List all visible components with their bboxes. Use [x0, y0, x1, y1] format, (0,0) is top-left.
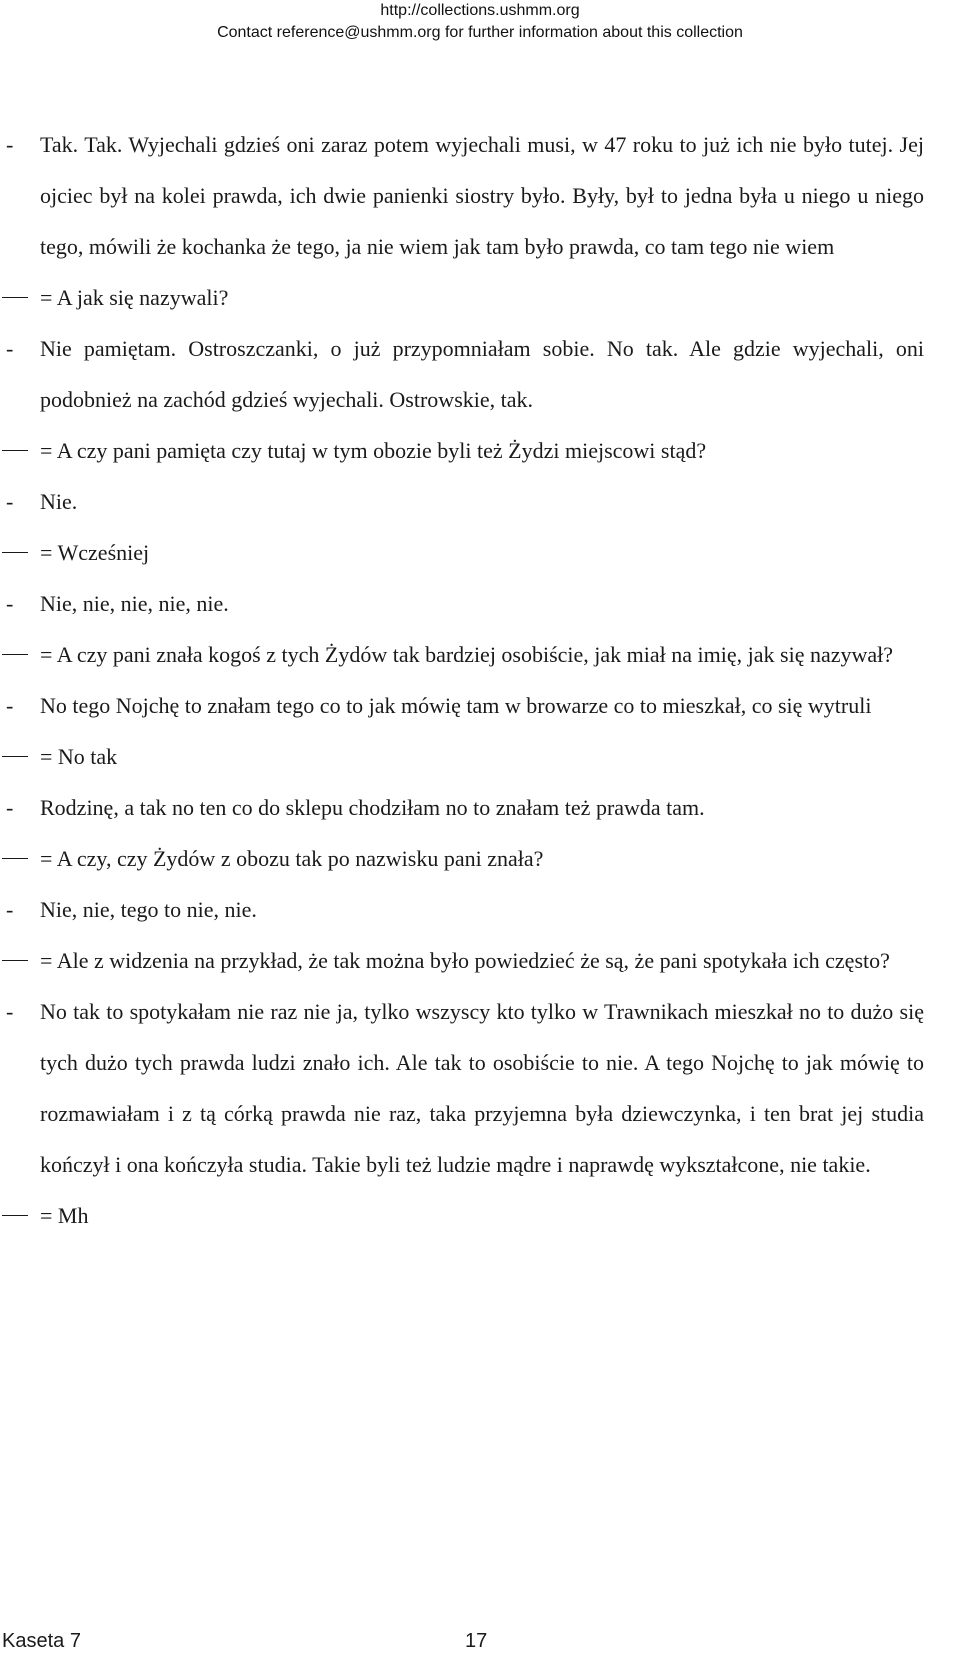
footer-tape-label: Kaseta 7: [2, 1630, 81, 1652]
transcript-paragraph: [0, 119, 960, 272]
paragraph-text: = A czy pani znała kogoś z tych Żydów tak bardziej osobiście, jak miał na imię, jak się nazywał?: [40, 642, 894, 667]
transcript-paragraph: [0, 527, 960, 578]
speaker-marker: -: [6, 489, 14, 514]
transcript-paragraph: [0, 272, 960, 323]
paragraph-text: = A czy pani pamięta czy tutaj w tym obozie byli też Żydzi miejscowi stąd?: [40, 438, 707, 463]
speaker-marker: -: [6, 897, 14, 922]
transcript-paragraph: [0, 476, 960, 527]
page-header: [0, 0, 960, 44]
transcript-paragraph: [0, 884, 960, 935]
paragraph-text: Nie, nie, nie, nie, nie.: [40, 591, 229, 616]
paragraph-text: Rodzinę, a tak no ten co do sklepu chodziłam no to znałam też prawda tam.: [40, 795, 705, 820]
transcript-body: [0, 119, 960, 1241]
transcript-paragraph: [0, 629, 960, 680]
transcript-paragraph: [0, 731, 960, 782]
transcript-paragraph: [0, 935, 960, 986]
speaker-marker: -: [6, 132, 14, 157]
paragraph-text: Nie, nie, tego to nie, nie.: [40, 897, 257, 922]
transcript-paragraph: [0, 986, 960, 1190]
header-contact: Contact reference@ushmm.org for further information about this collection: [217, 24, 743, 41]
transcript-paragraph: [0, 833, 960, 884]
paragraph-text: = Ale z widzenia na przykład, że tak można było powiedzieć że są, że pani spotykała ich często?: [40, 948, 890, 973]
header-url: http://collections.ushmm.org: [380, 2, 580, 19]
transcript-paragraph: [0, 1190, 960, 1241]
transcript-paragraph: [0, 680, 960, 731]
transcript-paragraph: [0, 578, 960, 629]
paragraph-text: Nie.: [40, 489, 78, 514]
paragraph-text: = Wcześniej: [40, 540, 150, 565]
page-footer: [0, 1630, 960, 1657]
paragraph-text: Tak. Tak. Wyjechali gdzieś oni zaraz potem wyjechali musi, w 47 roku to już ich nie było tutej. Jej ojciec był na kolei prawda, ich dwie panienki siostry było. Były, był to jedna była u niego u niego tego, mówili że kochanka że tego, ja nie wiem jak tam było prawda, co tam tego nie wiem: [40, 132, 924, 259]
transcript-paragraph: [0, 425, 960, 476]
paragraph-text: No tego Nojchę to znałam tego co to jak mówię tam w browarze co to mieszkał, co się wytruli: [40, 693, 872, 718]
paragraph-text: = A jak się nazywali?: [40, 285, 229, 310]
paragraph-text: Nie pamiętam. Ostroszczanki, o już przypomniałam sobie. No tak. Ale gdzie wyjechali, oni podobnież na zachód gdzieś wyjechali. Ostrowskie, tak.: [40, 336, 924, 412]
speaker-marker: -: [6, 591, 14, 616]
footer-page-number: 17: [465, 1630, 488, 1652]
speaker-marker: -: [6, 336, 14, 361]
paragraph-text: = Mh: [40, 1203, 89, 1228]
paragraph-text: = A czy, czy Żydów z obozu tak po nazwisku pani znała?: [40, 846, 544, 871]
paragraph-text: No tak to spotykałam nie raz nie ja, tylko wszyscy kto tylko w Trawnikach mieszkał no to dużo się tych dużo tych prawda ludzi znało ich. Ale tak to osobiście to nie. A tego Nojchę to jak mówię to rozmawiałam i z tą córką prawda nie raz, taka przyjemna była dziewczynka, i ten brat jej studia kończył i ona kończyła studia. Takie byli też ludzie mądre i naprawdę wykształcone, nie takie.: [40, 999, 924, 1177]
speaker-marker: -: [6, 795, 14, 820]
speaker-marker: -: [6, 693, 14, 718]
transcript-paragraph: [0, 782, 960, 833]
paragraph-text: = No tak: [40, 744, 118, 769]
speaker-marker: -: [6, 999, 14, 1024]
transcript-paragraph: [0, 323, 960, 425]
